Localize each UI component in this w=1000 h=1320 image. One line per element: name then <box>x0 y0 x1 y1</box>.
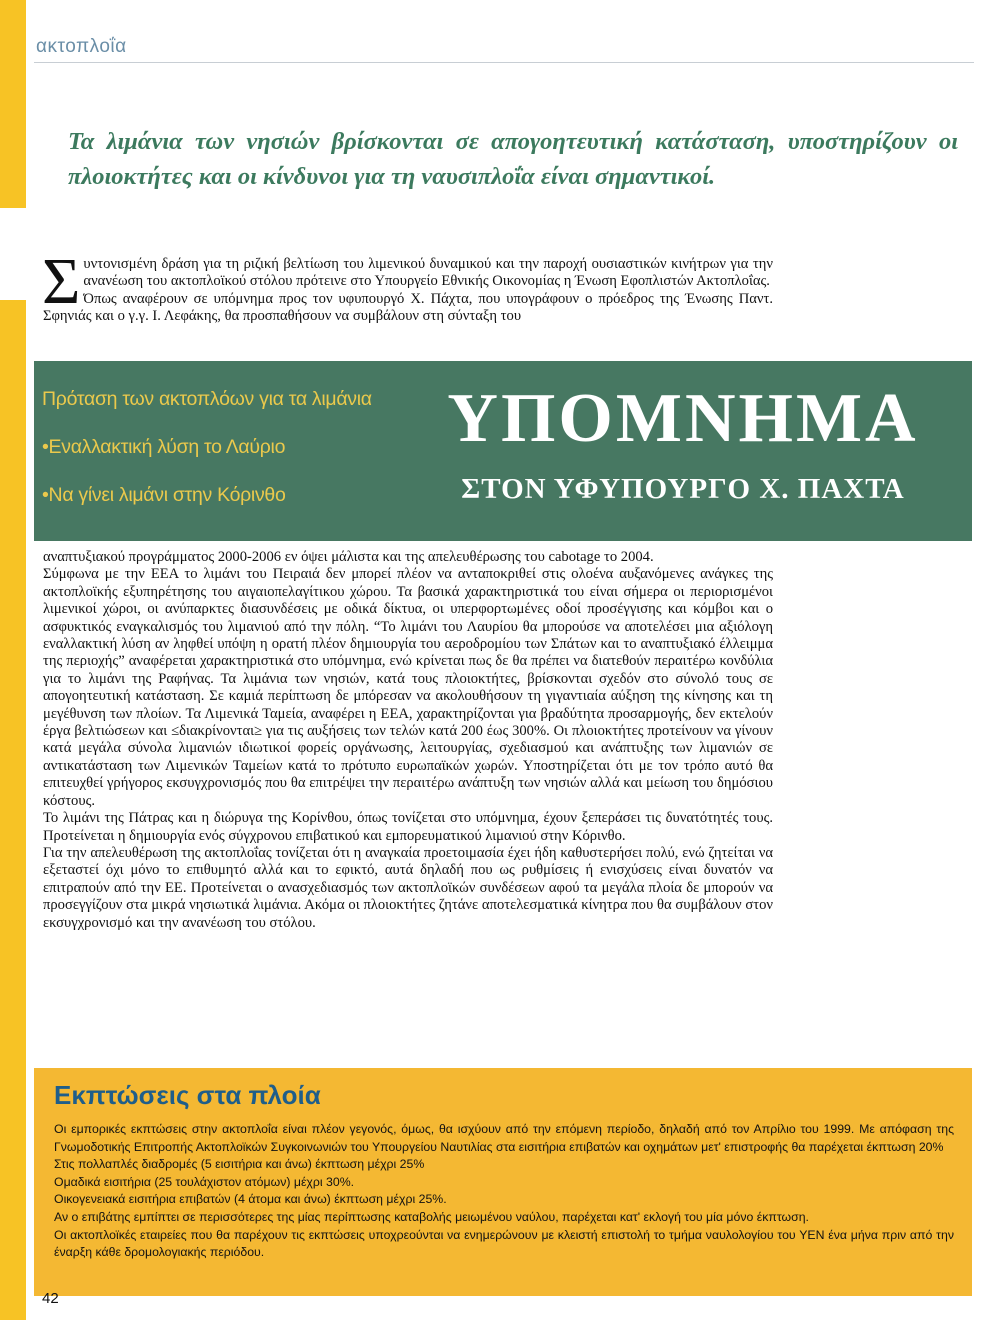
discount-box-title: Εκπτώσεις στα πλοία <box>54 1080 321 1110</box>
section-tag: ακτοπλοΐα <box>36 36 127 57</box>
body-paragraph-3: Το λιμάνι της Πάτρας και η διώρυγα της Κορίνθου, όπως τονίζεται στο υπόμνημα, έχουν ξεπεράσει τις δυνατότητές τους. Προτείνεται η δημιουργία ενός σύγχρονου επιβατικού και εμπορευματικού λιμανιού στην Κόρινθο. <box>43 810 773 844</box>
lead-paragraph: Τα λιμάνια των νησιών βρίσκονται σε απογοητευτική κατάσταση, υποστηρίζουν οι πλοιοκτήτες και οι κίνδυνοι για τη ναυσιπλοΐα είναι σημαντικοί. <box>68 128 958 190</box>
discount-box-text <box>54 1121 954 1262</box>
banner-subhead: Πρόταση των ακτοπλόων για τα λιμάνια <box>42 388 372 410</box>
left-accent-gap <box>0 208 26 300</box>
box-paragraph-1: Οι εμπορικές εκπτώσεις στην ακτοπλοΐα είναι πλέον γεγονός, όμως, θα ισχύουν από την επόμενη περίοδο, δηλαδή από τον Απρίλιο του 1999. Με απόφαση της Γνωμοδοτικής Επιτροπής Ακτοπλοϊκών Συγκοινωνιών του Υπουργείου Ναυτιλίας στα εισιτήρια επιβατών και οχημάτων μετ' επιστροφής θα παρέχεται έκπτωση 20% <box>54 1122 954 1154</box>
banner-bullet-1 <box>42 436 285 459</box>
box-paragraph-3: Ομαδικά εισιτήρια (25 τουλάχιστον ατόμων) μέχρι 30%. <box>54 1174 355 1189</box>
box-paragraph-4: Οικογενειακά εισιτήρια επιβατών (4 άτομα και άνω) έκπτωση μέχρι 25%. <box>54 1192 447 1207</box>
box-paragraph-5: Αν ο επιβάτης εμπίπτει σε περισσότερες της μίας περίπτωσης καταβολής μειωμένου ναύλου, παρέχεται κατ' εκλογή του μία μόνο έκπτωση. <box>54 1209 809 1224</box>
banner-subtitle: ΣΤΟΝ ΥΦΥΠΟΥΡΓΟ Χ. ΠΑΧΤΑ <box>461 473 905 505</box>
article-body <box>43 549 773 932</box>
body-paragraph-1: αναπτυξιακού προγράμματος 2000-2006 εν όψει μάλιστα και της απελευθέρωσης του cabotage το 2004. <box>43 549 654 565</box>
box-paragraph-6: Οι ακτοπλοϊκές εταιρείες που θα παρέχουν τις εκπτώσεις υποχρεούνται να ενημερώνουν με κλειστή επιστολή το τμήμα ναυλολογίου του ΥΕΝ ένα μήνα πριν από την έναρξη κάθε δρομολογιακής περιόδου. <box>54 1227 954 1260</box>
box-paragraph-2: Στις πολλαπλές διαδρομές (5 εισιτήρια και άνω) έκπτωση μέχρι 25% <box>54 1157 425 1172</box>
bullet-icon: • <box>42 484 49 506</box>
body-paragraph-2: Σύμφωνα με την ΕΕΑ το λιμάνι του Πειραιά δεν μπορεί πλέον να ανταποκριθεί στις ολοένα αυξανόμενες ανάγκες της ακτοπλοϊκής εξυπηρέτησης του αιγαιοπελαγίτικου χώρου. Τα βασικά χαρακτηριστικά του είναι σήμερα οι περιορισμένοι λιμενικοί χώροι, οι ανύπαρκτες διασυνδέσεις με οδικά δίκτυα, οι υπερφορτωμένες οδοί προσέγγισης και κόμβοι και ο ασφυκτικός εναγκαλισμός του λιμανιού από την πόλη. “Το λιμάνι του Λαυρίου θα μπορούσε να αποτελέσει μια αξιόλογη εναλλακτική λύση αν ληφθεί υπόψη η ορατή πλέον δημιουργία του αεροδρομίου των Σπάτων και το αναπτυξιακό έλλειμμα της περιοχής” αναφέρεται χαρακτηριστικά στο υπόμνημα, ενώ κρίνεται πως δε θα πρέπει να διατεθούν περαιτέρω κονδύλια για το λιμάνι της Ραφήνας. Τα λιμάνια των νησιών, κατά τους πλοιοκτήτες, βρίσκονται σχεδόν στο σύνολό τους σε απογοητευτική κατάσταση. Σε καμιά περίπτωση δε μπόρεσαν να ακολουθήσουν τη γιγαντιαία αύξηση της κίνησης και τη μεγέθυνση των πλοίων. Τα Λιμενικά Ταμεία, αναφέρει η ΕΕΑ, χαρακτηρίζονται για βραδύτητα προσαρμογής, δεν εκτελούν έργα βελτιώσεων και ≤διακρίνονται≥ για τις αυξήσεις των τελών κατά 200 έως 300%. Οι πλοιοκτήτες προτείνουν να γίνουν κατά μεγάλα σύνολα λιμανιών ιδιωτικοί φορείς οργάνωσης, λειτουργίας, σχεδιασμού και ανάπτυξης των λιμανιών σε αντικατάσταση των Λιμενικών Ταμείων κατά το πρότυπο ευρωπαϊκών χωρών. Υποστηρίζεται ότι με τον τρόπο αυτό θα επιτευχθεί γρήγορος εκσυγχρονισμός που θα επιτρέψει την περαιτέρω ανάπτυξη των νησιών αλλά και μείωση του δημόσιου κόστους. <box>43 566 773 809</box>
dropcap: Σ <box>42 245 81 318</box>
intro-paragraph-2: Όπως αναφέρουν σε υπόμνημα προς τον υφυπουργό Χ. Πάχτα, που υπογράφουν ο πρόεδρος της Ένωσης Παντ. Σφηνιάς και ο γ.γ. Ι. Λεφάκης, θα προσπαθήσουν να συμβάλουν στη σύνταξη του <box>43 290 773 325</box>
bullet-icon: • <box>42 436 49 458</box>
header-rule <box>34 62 974 63</box>
left-accent-bar <box>0 0 26 1320</box>
body-paragraph-4: Για την απελευθέρωση της ακτοπλοΐας τονίζεται ότι η αναγκαία προετοιμασία έχει ήδη καθυστερήσει πολύ, ενώ ζητείται να εξεταστεί όχι μόνο το επιθυμητό αλλά και το εφικτό, αυτά δηλαδή που ως ρυθμίσεις ή ενισχύσεις είναι δυνατόν να επιτραπούν από την ΕΕ. Προτείνεται ο ανασχεδιασμός των ακτοπλοϊκών συνδέσεων αφού τα μεγάλα πλοία δε μπορούν να προσεγγίζουν στα μικρά νησιωτικά λιμάνια. Ακόμα οι πλοιοκτήτες ζητάνε αποτελεσματικά κίνητρα που θα συμβάλουν στον εκσυγχρονισμό και την ανανέωση του στόλου. <box>43 844 773 931</box>
banner-bullet-2-text: Να γίνει λιμάνι στην Κόρινθο <box>48 484 286 506</box>
banner-bullet-2 <box>42 484 286 507</box>
banner-bullet-1-text: Εναλλακτική λύση το Λαύριο <box>48 436 286 458</box>
page-number: 42 <box>42 1290 59 1307</box>
intro-paragraph-1-text: υντονισμένη δράση για τη ριζική βελτίωση του λιμενικού δυναμικού και την παροχή ουσιαστικών κινήτρων για την ανανέωση του ακτοπλοϊκού στόλου πρότεινε στο Υπουργείο Εθνικής Οικονομίας η Ένωση Εφοπλιστών Ακτοπλοΐας. <box>83 256 773 290</box>
intro-text <box>42 245 773 326</box>
banner-title: ΥΠΟΜΝΗΜΑ <box>447 380 919 457</box>
